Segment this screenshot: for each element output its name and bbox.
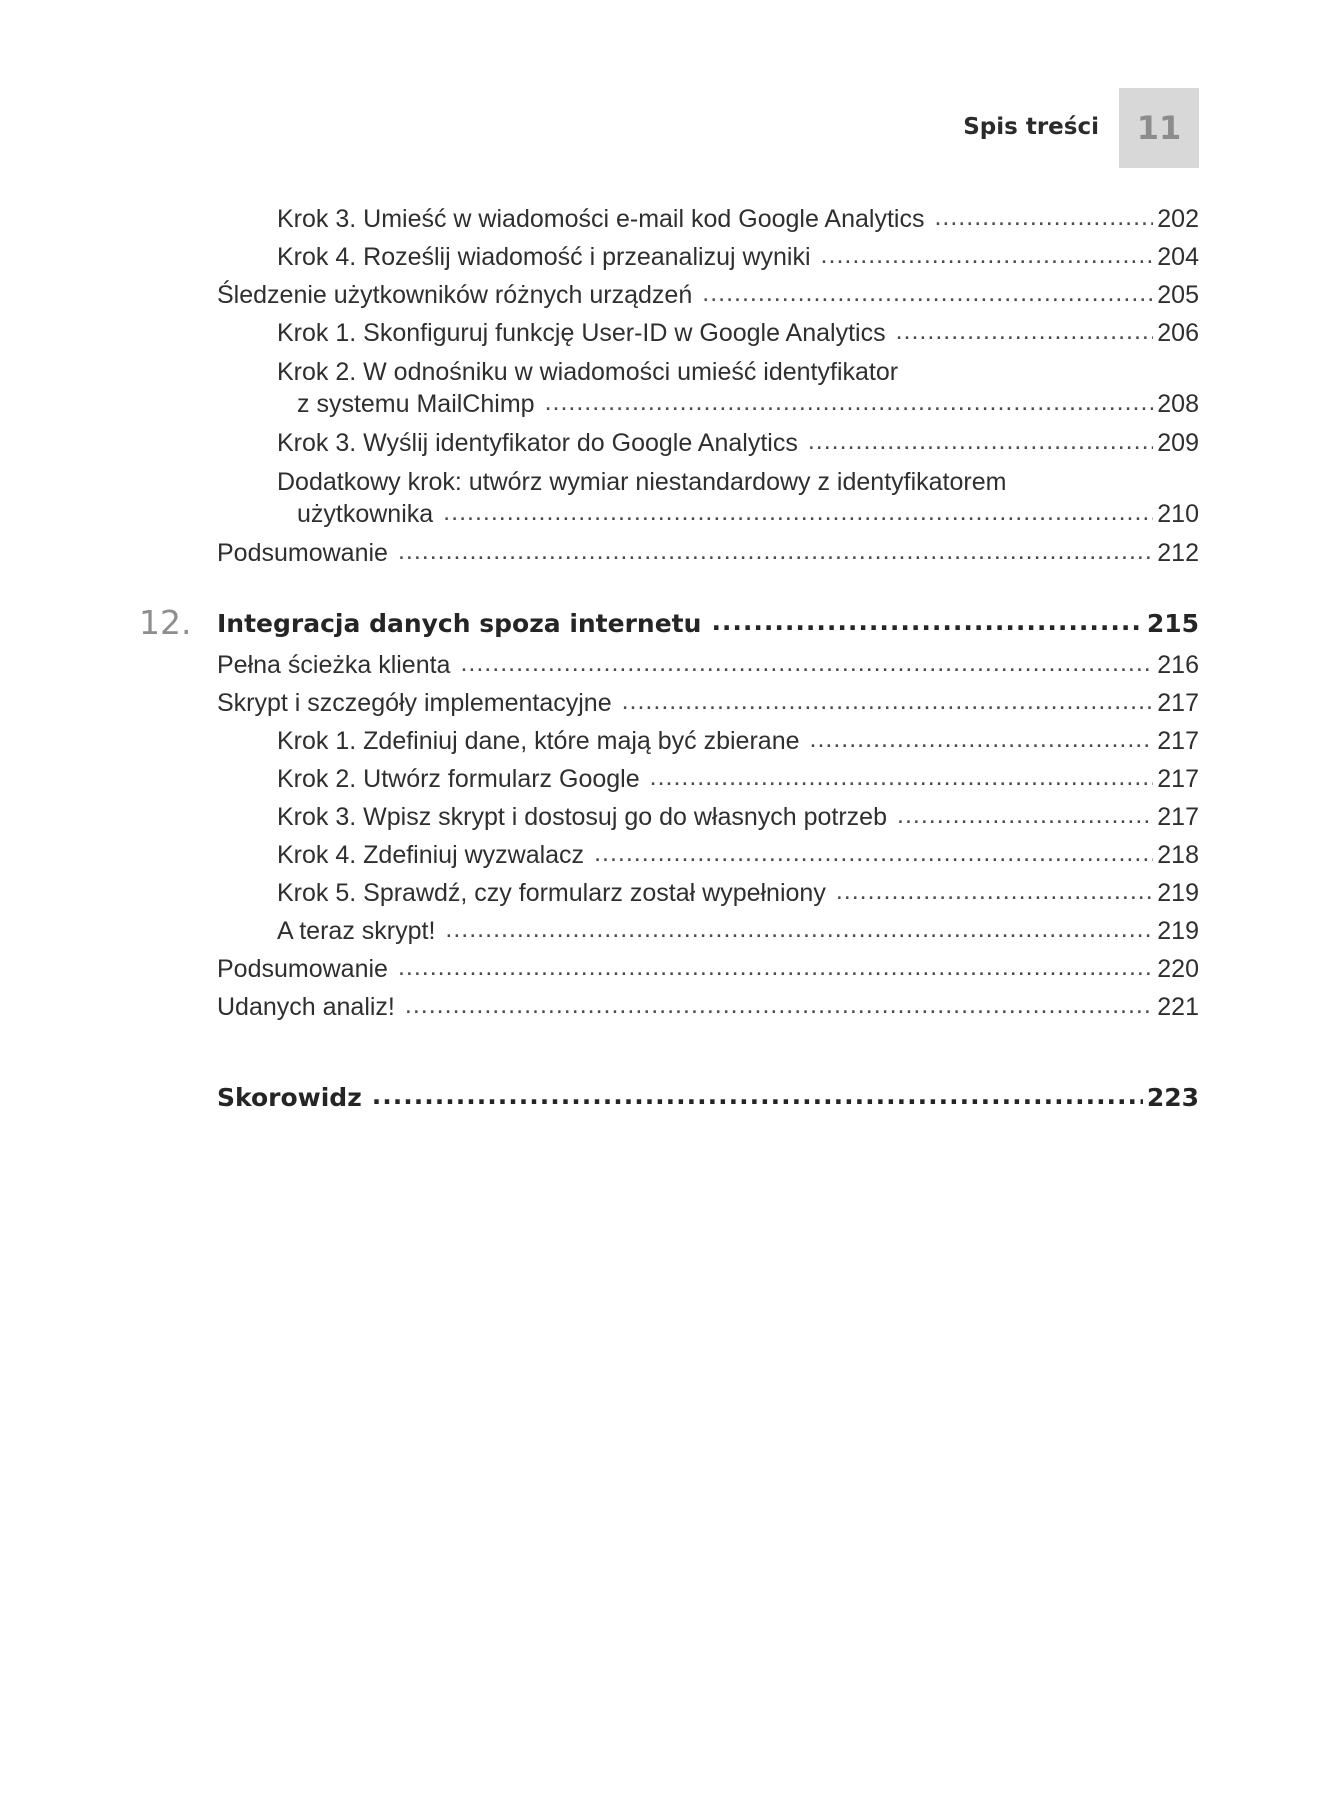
toc-entry[interactable] <box>217 954 1199 984</box>
dot-leader <box>896 316 1154 346</box>
toc-entry-label: użytkownika <box>297 500 434 528</box>
toc-entry-label: Krok 3. Wpisz skrypt i dostosuj go do własnych potrzeb <box>277 803 887 831</box>
header-title: Spis treści <box>963 114 1099 140</box>
dot-leader <box>405 990 1153 1020</box>
index-page: 223 <box>1146 1083 1199 1112</box>
toc-entry[interactable] <box>277 916 1199 946</box>
toc-entry-label: Krok 3. Umieść w wiadomości e-mail kod Google Analytics <box>277 205 925 233</box>
toc-entry[interactable] <box>297 389 1199 419</box>
toc-entry[interactable] <box>277 318 1199 348</box>
toc-entry-label: Udanych analiz! <box>217 993 395 1021</box>
dot-leader <box>545 387 1154 417</box>
dot-leader <box>808 426 1153 456</box>
dot-leader <box>836 876 1153 906</box>
toc-entry-label: Krok 4. Zdefiniuj wyzwalacz <box>277 841 585 869</box>
dot-leader <box>711 607 1142 637</box>
page-number: 11 <box>1136 109 1182 147</box>
toc-entry-label: Podsumowanie <box>217 539 388 567</box>
toc-entry-page: 218 <box>1157 841 1199 869</box>
dot-leader <box>460 648 1153 678</box>
toc-entry-page: 205 <box>1157 281 1199 309</box>
dot-leader <box>622 686 1154 716</box>
dot-leader <box>650 762 1154 792</box>
toc-entry[interactable] <box>277 726 1199 756</box>
running-header <box>963 88 1199 168</box>
chapter-number: 12. <box>139 603 192 642</box>
toc-entry[interactable] <box>217 538 1199 568</box>
toc-entry[interactable] <box>277 764 1199 794</box>
toc-entry-page: 217 <box>1157 803 1199 831</box>
toc-entry-page: 202 <box>1157 205 1199 233</box>
toc-entry-label: Krok 5. Sprawdź, czy formularz został wypełniony <box>277 879 826 907</box>
chapter-title-entry[interactable] <box>217 609 1199 639</box>
dot-leader <box>897 800 1153 830</box>
toc-entry-page: 208 <box>1157 390 1199 418</box>
dot-leader <box>443 497 1153 527</box>
toc-entry-label: Skrypt i szczegóły implementacyjne <box>217 689 612 717</box>
chapter-title: Integracja danych spoza internetu <box>217 609 702 638</box>
index-entry[interactable] <box>217 1083 1199 1113</box>
dot-leader <box>445 914 1153 944</box>
toc-entry-page: 217 <box>1157 765 1199 793</box>
toc-entry-label: A teraz skrypt! <box>277 917 436 945</box>
dot-leader <box>398 952 1153 982</box>
toc-entry[interactable] <box>277 878 1199 908</box>
toc-entry-page: 219 <box>1157 917 1199 945</box>
dot-leader <box>702 278 1153 308</box>
toc-entry-label: Krok 1. Skonfiguruj funkcję User-ID w Google Analytics <box>277 319 886 347</box>
toc-entry-label: Krok 3. Wyślij identyfikator do Google Analytics <box>277 429 798 457</box>
toc-entry-page: 220 <box>1157 955 1199 983</box>
toc-entry[interactable] <box>277 204 1199 234</box>
toc-entry-page: 209 <box>1157 429 1199 457</box>
toc-entry[interactable] <box>277 802 1199 832</box>
toc-entry-page: 212 <box>1157 539 1199 567</box>
toc-entry-page: 206 <box>1157 319 1199 347</box>
toc-entry[interactable] <box>277 840 1199 870</box>
index-label: Skorowidz <box>217 1083 362 1112</box>
dot-leader <box>810 724 1154 754</box>
dot-leader <box>372 1081 1143 1111</box>
toc-entry[interactable] <box>217 280 1199 310</box>
toc-entry-page: 219 <box>1157 879 1199 907</box>
toc-entry[interactable] <box>217 688 1199 718</box>
toc-entry-page: 217 <box>1157 727 1199 755</box>
dot-leader <box>398 536 1153 566</box>
toc-entry-label: Podsumowanie <box>217 955 388 983</box>
toc-entry-page: 221 <box>1157 993 1199 1021</box>
toc-entry-label: Krok 4. Roześlij wiadomość i przeanalizuj wyniki <box>277 243 811 271</box>
dot-leader <box>821 240 1154 270</box>
toc-entry-label: Krok 2. Utwórz formularz Google <box>277 765 640 793</box>
toc-entry[interactable] <box>277 428 1199 458</box>
toc-entry-page: 204 <box>1157 243 1199 271</box>
toc-entry-label: Śledzenie użytkowników różnych urządzeń <box>217 281 693 309</box>
toc-entry[interactable] <box>277 242 1199 272</box>
toc-entry-page: 210 <box>1157 500 1199 528</box>
toc-entry[interactable] <box>217 650 1199 680</box>
toc-entry[interactable] <box>217 992 1199 1022</box>
toc-entry-label: Pełna ścieżka klienta <box>217 651 451 679</box>
toc-entry-page: 217 <box>1157 689 1199 717</box>
dot-leader <box>594 838 1153 868</box>
toc-entry-page: 216 <box>1157 651 1199 679</box>
toc-entry-first-line[interactable]: Krok 2. W odnośniku w wiadomości umieść identyfikator <box>277 358 899 386</box>
toc-entry-label: Krok 1. Zdefiniuj dane, które mają być zbierane <box>277 727 800 755</box>
page-number-box <box>1119 88 1199 168</box>
chapter-page: 215 <box>1146 609 1199 638</box>
toc-entry[interactable] <box>297 499 1199 529</box>
toc-entry-first-line[interactable]: Dodatkowy krok: utwórz wymiar niestandardowy z identyfikatorem <box>277 468 1007 496</box>
toc-entry-label: z systemu MailChimp <box>297 390 535 418</box>
dot-leader <box>934 202 1153 232</box>
